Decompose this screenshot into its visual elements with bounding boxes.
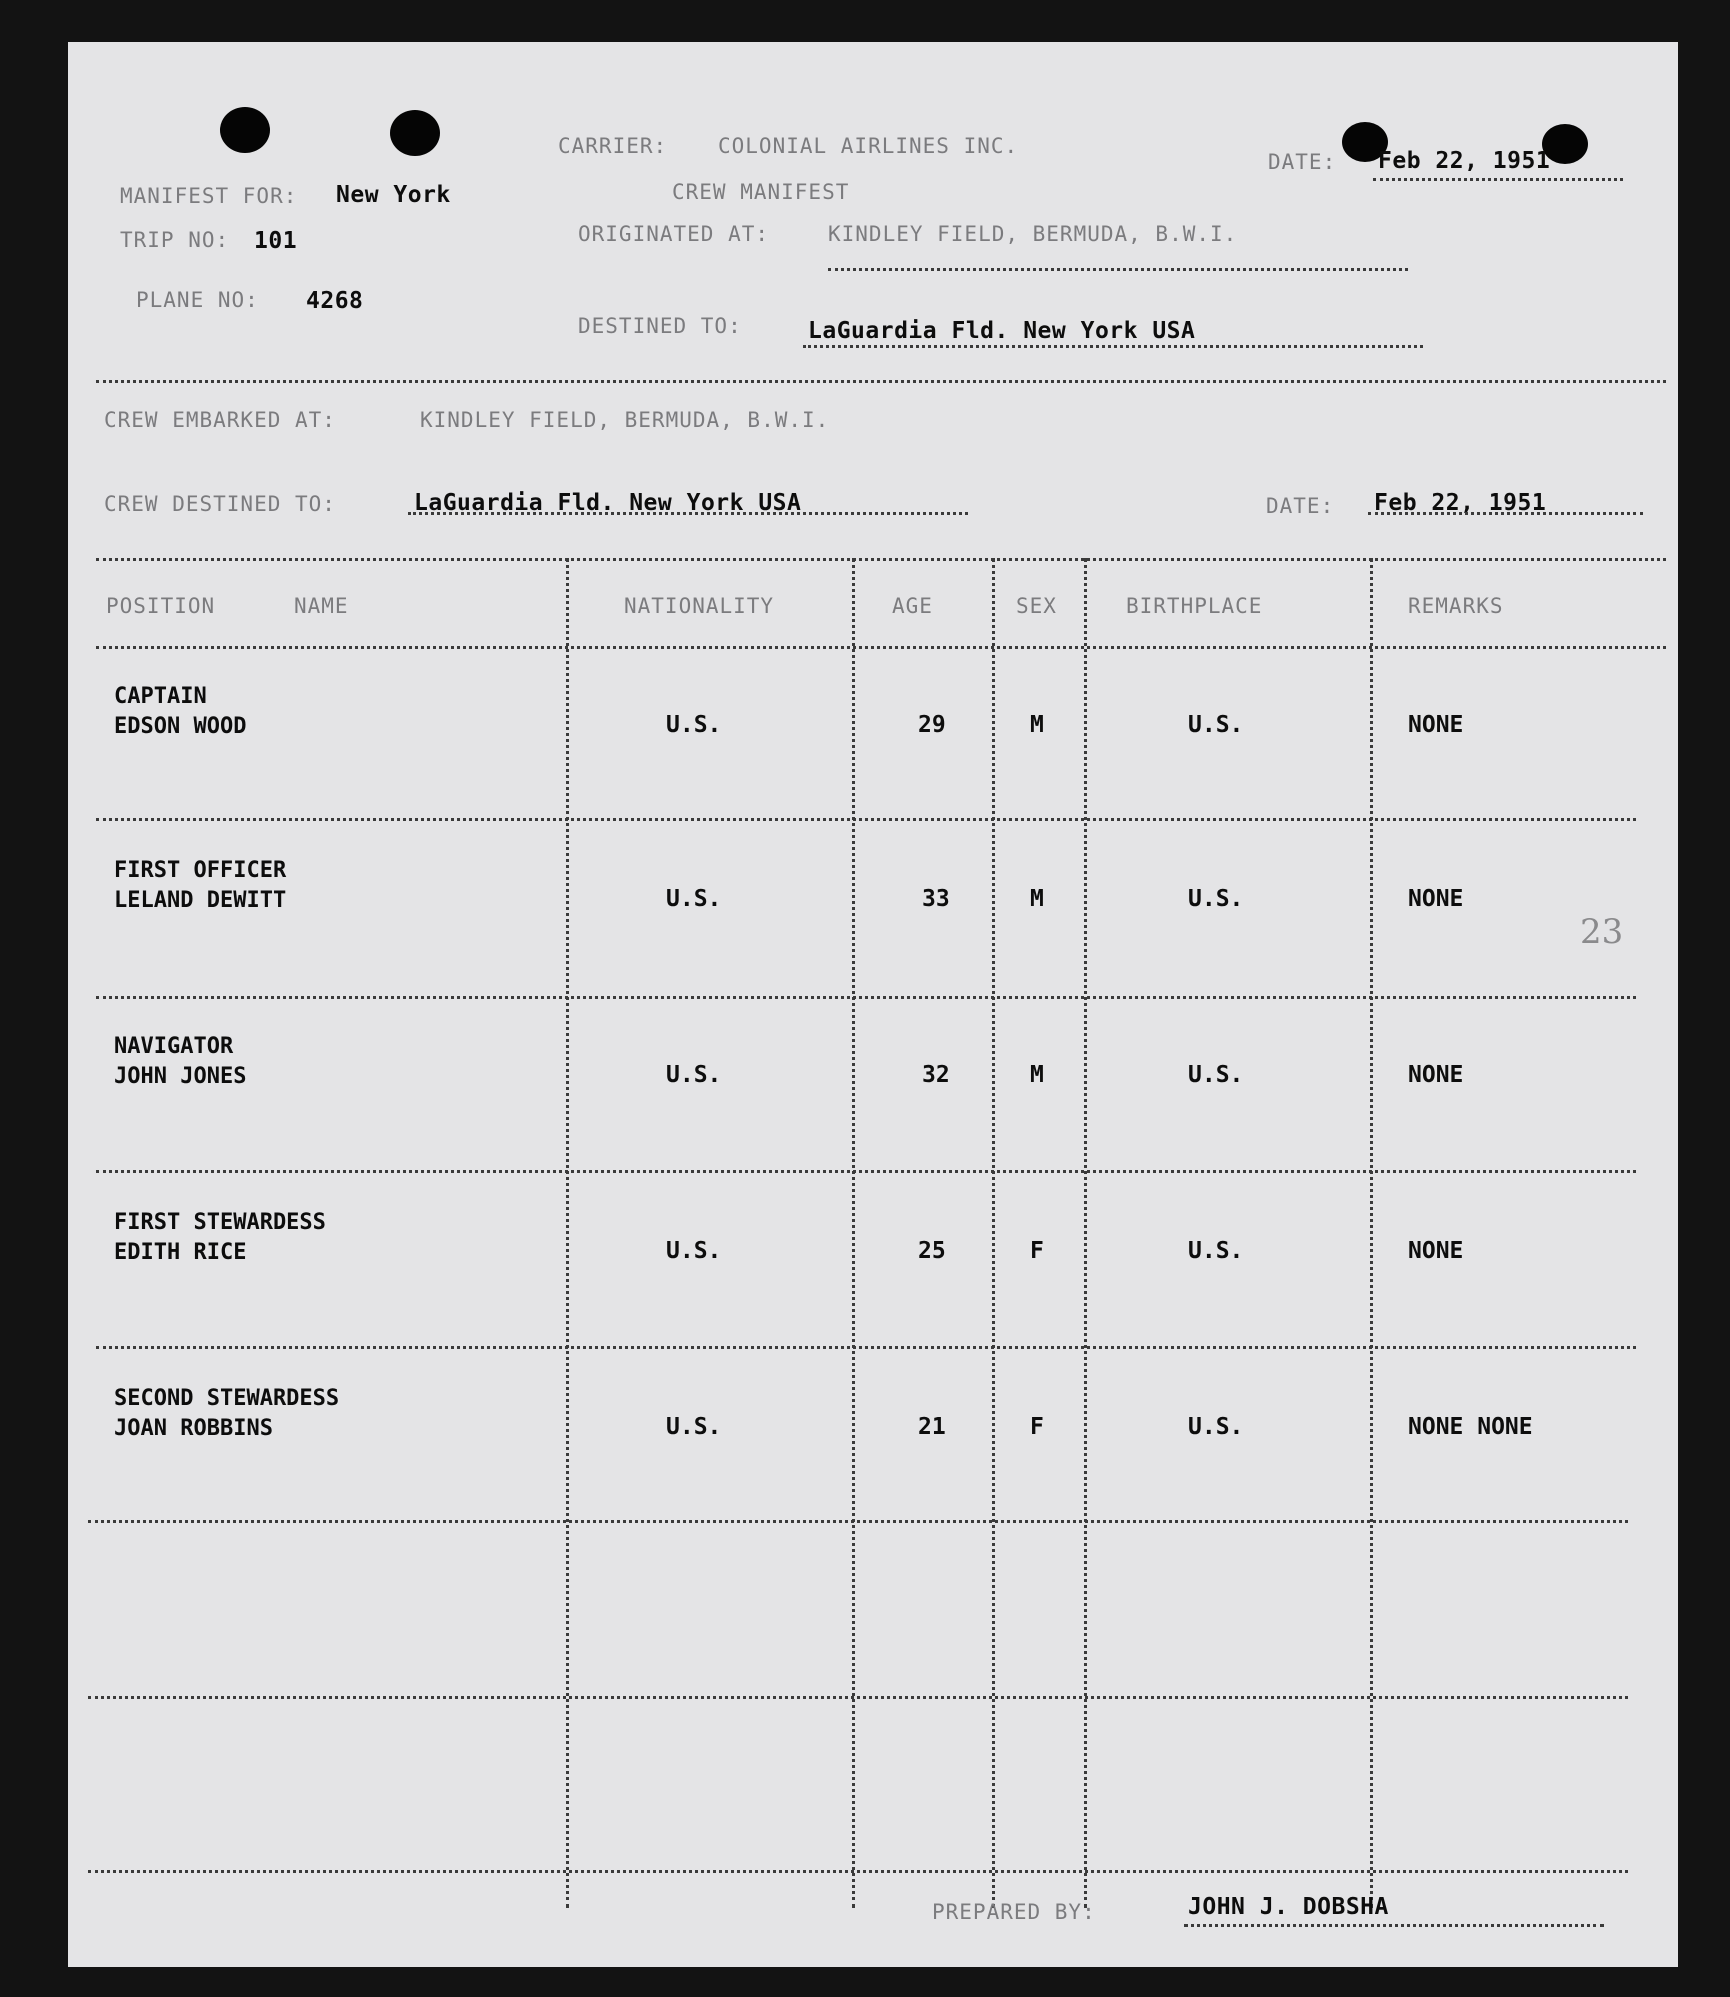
crew-name: EDSON WOOD [114, 714, 247, 739]
header-position: POSITION [106, 594, 216, 618]
crew-destined-label: CREW DESTINED TO: [104, 492, 336, 516]
crew-name: EDITH RICE [114, 1240, 247, 1265]
destined-value: LaGuardia Fld. New York USA [808, 318, 1196, 344]
crew-date-value: Feb 22, 1951 [1374, 490, 1547, 516]
header-birthplace: BIRTHPLACE [1126, 594, 1263, 618]
page-number: 23 [1580, 912, 1624, 952]
sex-cell: M [1030, 712, 1044, 738]
prepared-by-label: PREPARED BY: [932, 1900, 1096, 1924]
age-cell: 25 [918, 1238, 946, 1264]
header-nationality: NATIONALITY [624, 594, 775, 618]
plane-no-value: 4268 [306, 288, 364, 314]
header-sex: SEX [1016, 594, 1057, 618]
birthplace-cell: U.S. [1188, 1238, 1244, 1264]
trip-no-label: TRIP NO: [120, 228, 230, 252]
destined-label: DESTINED TO: [578, 314, 742, 338]
originated-label: ORIGINATED AT: [578, 222, 770, 246]
remarks-cell: NONE NONE [1408, 1414, 1533, 1440]
punch-hole [390, 110, 440, 156]
header-age: AGE [892, 594, 933, 618]
age-cell: 32 [922, 1062, 950, 1088]
nationality-cell: U.S. [666, 1062, 722, 1088]
crew-position: FIRST STEWARDESS [114, 1210, 326, 1235]
sex-cell: M [1030, 886, 1044, 912]
carrier-value: COLONIAL AIRLINES INC. [718, 134, 1019, 158]
manifest-page [68, 42, 1678, 1967]
sex-cell: M [1030, 1062, 1044, 1088]
remarks-cell: NONE [1408, 1238, 1464, 1264]
birthplace-cell: U.S. [1188, 886, 1244, 912]
punch-hole [220, 107, 270, 153]
header-name: NAME [294, 594, 349, 618]
nationality-cell: U.S. [666, 886, 722, 912]
nationality-cell: U.S. [666, 1238, 722, 1264]
nationality-cell: U.S. [666, 1414, 722, 1440]
crew-date-label: DATE: [1266, 494, 1335, 518]
age-cell: 33 [922, 886, 950, 912]
manifest-for-label: MANIFEST FOR: [120, 184, 298, 208]
prepared-by-value: JOHN J. DOBSHA [1188, 1894, 1389, 1920]
sex-cell: F [1030, 1238, 1044, 1264]
birthplace-cell: U.S. [1188, 712, 1244, 738]
remarks-cell: NONE [1408, 712, 1464, 738]
crew-position: NAVIGATOR [114, 1034, 234, 1059]
crew-name: JOAN ROBBINS [114, 1416, 273, 1441]
age-cell: 29 [918, 712, 946, 738]
crew-name: JOHN JONES [114, 1064, 247, 1089]
header-remarks: REMARKS [1408, 594, 1504, 618]
crew-name: LELAND DEWITT [114, 888, 287, 913]
crew-position: CAPTAIN [114, 684, 207, 709]
remarks-cell: NONE [1408, 1062, 1464, 1088]
age-cell: 21 [918, 1414, 946, 1440]
trip-no-value: 101 [254, 228, 298, 254]
plane-no-label: PLANE NO: [136, 288, 259, 312]
birthplace-cell: U.S. [1188, 1062, 1244, 1088]
sex-cell: F [1030, 1414, 1044, 1440]
crew-embarked-label: CREW EMBARKED AT: [104, 408, 336, 432]
carrier-label: CARRIER: [558, 134, 668, 158]
nationality-cell: U.S. [666, 712, 722, 738]
crew-destined-value: LaGuardia Fld. New York USA [414, 490, 802, 516]
crew-position: FIRST OFFICER [114, 858, 287, 883]
manifest-for-value: New York [336, 182, 451, 208]
date-value: Feb 22, 1951 [1378, 148, 1551, 174]
remarks-cell: NONE [1408, 886, 1464, 912]
originated-value: KINDLEY FIELD, BERMUDA, B.W.I. [828, 222, 1238, 246]
crew-embarked-value: KINDLEY FIELD, BERMUDA, B.W.I. [420, 408, 830, 432]
birthplace-cell: U.S. [1188, 1414, 1244, 1440]
form-title: CREW MANIFEST [672, 180, 850, 204]
date-label: DATE: [1268, 150, 1337, 174]
crew-position: SECOND STEWARDESS [114, 1386, 340, 1411]
